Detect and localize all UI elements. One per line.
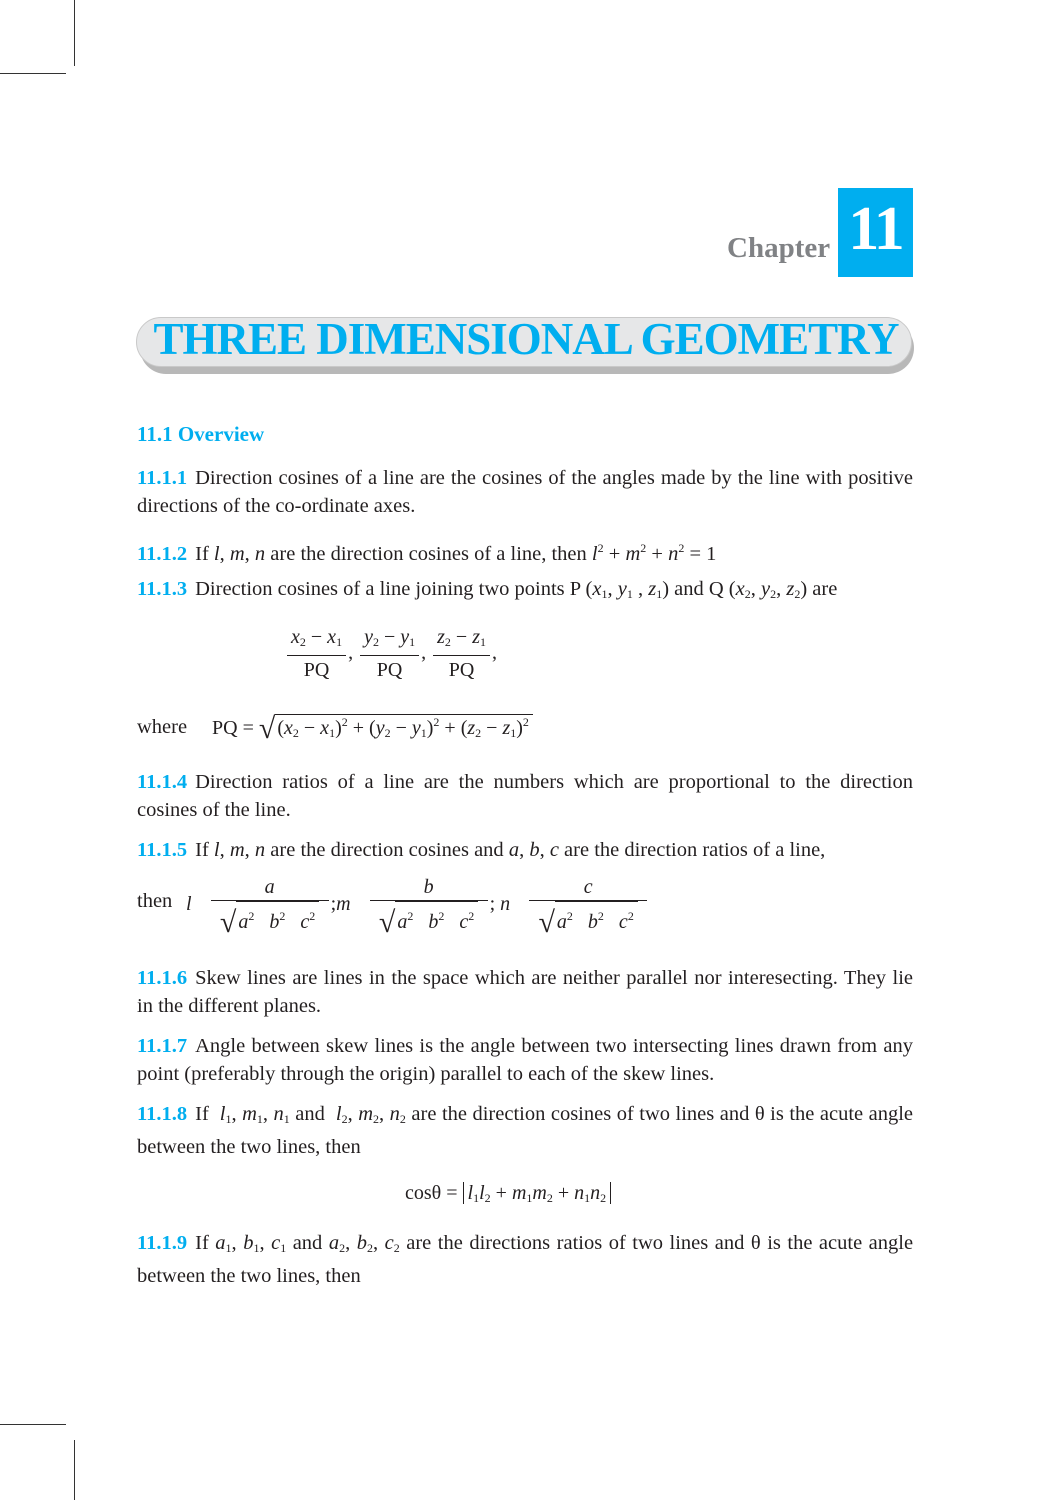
item-text: If xyxy=(195,1232,209,1254)
item-text: Skew lines are lines in the space which are neither parallel nor interesecting. They lie in the different planes. xyxy=(137,967,913,1017)
item-number: 11.1.5 xyxy=(137,839,188,861)
item-text: If xyxy=(195,839,209,861)
item-text: Direction cosines of a line are the cosines of the angles made by the line with positive directions of the co-ordinate axes. xyxy=(137,467,913,517)
item-number: 11.1.7 xyxy=(137,1035,188,1057)
item-11-1-6 xyxy=(137,964,913,1020)
item-11-1-5: 11.1.5 If l, m, n are the direction cosines and a, b, c are the direction ratios of a line, xyxy=(137,839,826,861)
item-11-1-4 xyxy=(137,768,913,824)
item-text: Angle between skew lines is the angle between two intersecting lines drawn from any point (preferably through the origin) parallel to each of the skew lines. xyxy=(137,1035,913,1085)
item-11-1-7 xyxy=(137,1032,913,1088)
section-heading: 11.1 Overview xyxy=(137,422,265,446)
cos-theta-formula: $\cos\theta = l_1l_2 + m_1m_2 + n_1n_2$ xyxy=(405,1182,611,1206)
item-11-1-9: 11.1.9 If $a_1$, $b_1$, $c_1$ and $a_2$, $b_2$, $c_2$ are the directions ratios of two lines and θ is the acute angle between the two lines, then xyxy=(137,1232,914,1287)
item-text: are the direction cosines of two lines and θ is the acute angle between the two lines, then xyxy=(137,1103,913,1158)
chapter-title: THREE DIMENSIONAL GEOMETRY xyxy=(153,314,899,364)
item-number: 11.1.6 xyxy=(137,967,188,989)
item-number: 11.1.4 xyxy=(137,771,188,793)
item-text: If xyxy=(195,1103,209,1125)
crop-mark xyxy=(0,1424,66,1425)
direction-ratio-formula: l $\frac{a}{√ a^2 b^2 c^2}$ ;m $\frac{b}{√ a^2 b^2 c^2}$ ; n $\frac{c}{√ a^2 b^2 c^2}$ xyxy=(186,874,649,937)
item-number: 11.1.3 xyxy=(137,578,188,600)
then-label: then xyxy=(137,890,173,912)
chapter-label: Chapter xyxy=(727,232,831,264)
chapter-number: 11 xyxy=(848,195,903,263)
item-text: are the directions ratios of two lines and θ is the acute angle between the two lines, then xyxy=(137,1232,914,1287)
where-label: where xyxy=(137,716,188,738)
item-number: 11.1.9 xyxy=(137,1232,188,1254)
item-11-1-1 xyxy=(137,464,913,520)
item-text: and xyxy=(292,1232,323,1254)
crop-mark xyxy=(74,1440,75,1500)
item-number: 11.1.1 xyxy=(137,467,188,489)
item-number: 11.1.8 xyxy=(137,1103,188,1125)
item-text: are the direction cosines of a line, then xyxy=(270,543,587,565)
pq-formula: PQ = √ $(x_2 - x_1)^2 + (y_2 - y_1)^2 + (z_2 - z_1)^2$ xyxy=(212,712,533,746)
item-text: are xyxy=(812,578,838,600)
item-text: are the direction cosines and xyxy=(270,839,504,861)
crop-mark xyxy=(74,0,75,66)
item-11-1-3: 11.1.3 Direction cosines of a line joining two points P ($x_1$, $y_1$ , $z_1$) and Q ($x_2$, $y_2$, $z_2$) are xyxy=(137,578,838,601)
item-text: Direction ratios of a line are the numbers which are proportional to the direction cosines of the line. xyxy=(137,771,913,821)
item-text: Direction cosines of a line joining two points P xyxy=(195,578,581,600)
crop-mark xyxy=(0,73,66,74)
item-text: and xyxy=(295,1103,325,1125)
direction-cosines-formula: $\frac{x_2 - x_1}{PQ}$ , $\frac{y_2 - y_1}{PQ}$ , $\frac{z_2 - z_1}{PQ}$ , xyxy=(285,624,497,684)
item-number: 11.1.2 xyxy=(137,543,188,565)
item-11-1-8: 11.1.8 If $l_1$, $m_1$, $n_1$ and $l_2$, $m_2$, $n_2$ are the direction cosines of two lines and θ is the acute angle between the two lines, then xyxy=(137,1103,913,1158)
item-text: and Q xyxy=(674,578,724,600)
item-text: are the direction ratios of a line, xyxy=(564,839,826,861)
item-11-1-2: 11.1.2 If l, m, n are the direction cosines of a line, then $l^2 + m^2 + n^2 = 1$ xyxy=(137,541,717,565)
item-text: If xyxy=(195,543,209,565)
chapter-number-box xyxy=(838,188,913,277)
